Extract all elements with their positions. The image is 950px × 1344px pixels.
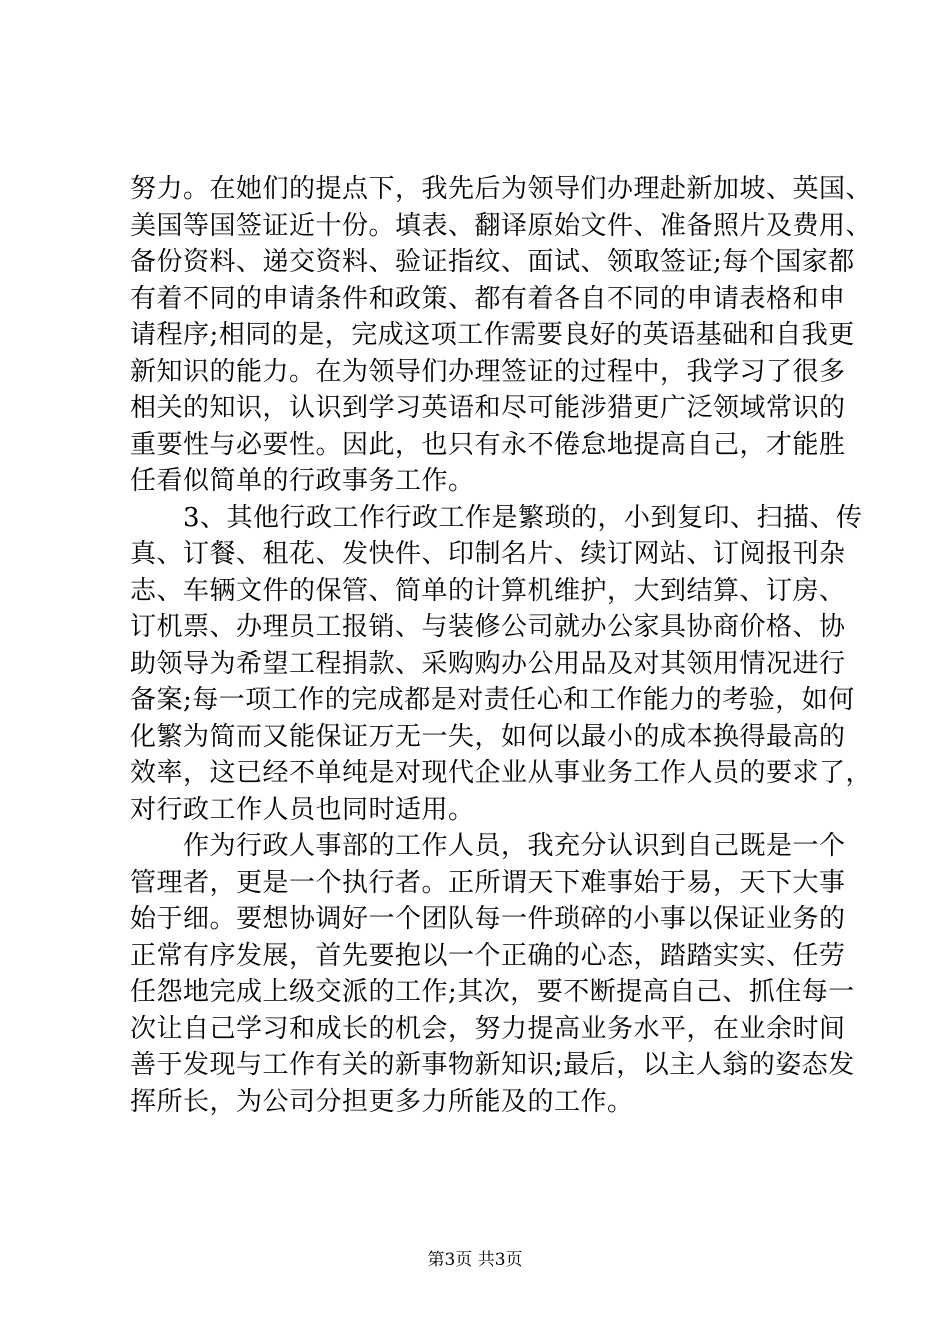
text-line: 次让自己学习和成长的机会，努力提高业务水平，在业余时间 (130, 1013, 846, 1044)
text-line: 志、车辆文件的保管、简单的计算机维护，大到结算、订房、 (130, 575, 846, 606)
text-line: 助领导为希望工程捐款、采购购办公用品及对其领用情况进行 (130, 648, 846, 679)
text-line: 效率，这已经不单纯是对现代企业从事业务工作人员的要求了， (130, 758, 873, 788)
text-line: 正常有序发展，首先要抱以一个正确的心态，踏踏实实、任劳 (130, 940, 846, 971)
text-line: 挥所长，为公司分担更多力所能及的工作。 (130, 1086, 634, 1117)
page-number-footer: 第3页 共3页 (427, 1250, 523, 1270)
text-line: 善于发现与工作有关的新事物新知识;最后，以主人翁的姿态发 (130, 1050, 855, 1080)
text-line: 美国等国签证近十份。填表、翻译原始文件、准备照片及费用、 (130, 210, 873, 241)
text-line: 作为行政人事部的工作人员，我充分认识到自己既是一个 (130, 831, 846, 861)
text-line: 真、订餐、租花、发快件、印制名片、续订网站、订阅报刊杂 (130, 539, 846, 569)
text-line: 管理者，更是一个执行者。正所谓天下难事始于易，天下大事 (130, 867, 846, 898)
text-line: 化繁为简而又能保证万无一失，如何以最小的成本换得最高的 (130, 721, 846, 752)
text-line: 请程序;相同的是，完成这项工作需要良好的英语基础和自我更 (130, 320, 855, 350)
text-line: 对行政工作人员也同时适用。 (130, 794, 475, 825)
text-line: 努力。在她们的提点下，我先后为领导们办理赴新加坡、英国、 (130, 174, 873, 204)
text-line: 3、其他行政工作行政工作是繁琐的，小到复印、扫描、传 (130, 502, 863, 533)
text-line: 任怨地完成上级交派的工作;其次，要不断提高自己、抓住每一 (130, 977, 855, 1007)
text-line: 订机票、办理员工报销、与装修公司就办公家具协商价格、协 (130, 612, 846, 642)
text-line: 备案;每一项工作的完成都是对责任心和工作能力的考验，如何 (130, 685, 855, 715)
text-line: 重要性与必要性。因此，也只有永不倦怠地提高自己，才能胜 (130, 429, 846, 460)
text-line: 新知识的能力。在为领导们办理签证的过程中，我学习了很多 (130, 356, 846, 387)
text-line: 始于细。要想协调好一个团队每一件琐碎的小事以保证业务的 (130, 904, 846, 934)
text-line: 任看似简单的行政事务工作。 (130, 466, 475, 496)
text-line: 有着不同的申请条件和政策、都有着各自不同的申请表格和申 (130, 283, 846, 314)
text-line: 备份资料、递交资料、验证指纹、面试、领取签证;每个国家都 (130, 247, 855, 277)
document-body (130, 171, 873, 1120)
text-line: 相关的知识，认识到学习英语和尽可能涉猎更广泛领域常识的 (130, 393, 846, 423)
